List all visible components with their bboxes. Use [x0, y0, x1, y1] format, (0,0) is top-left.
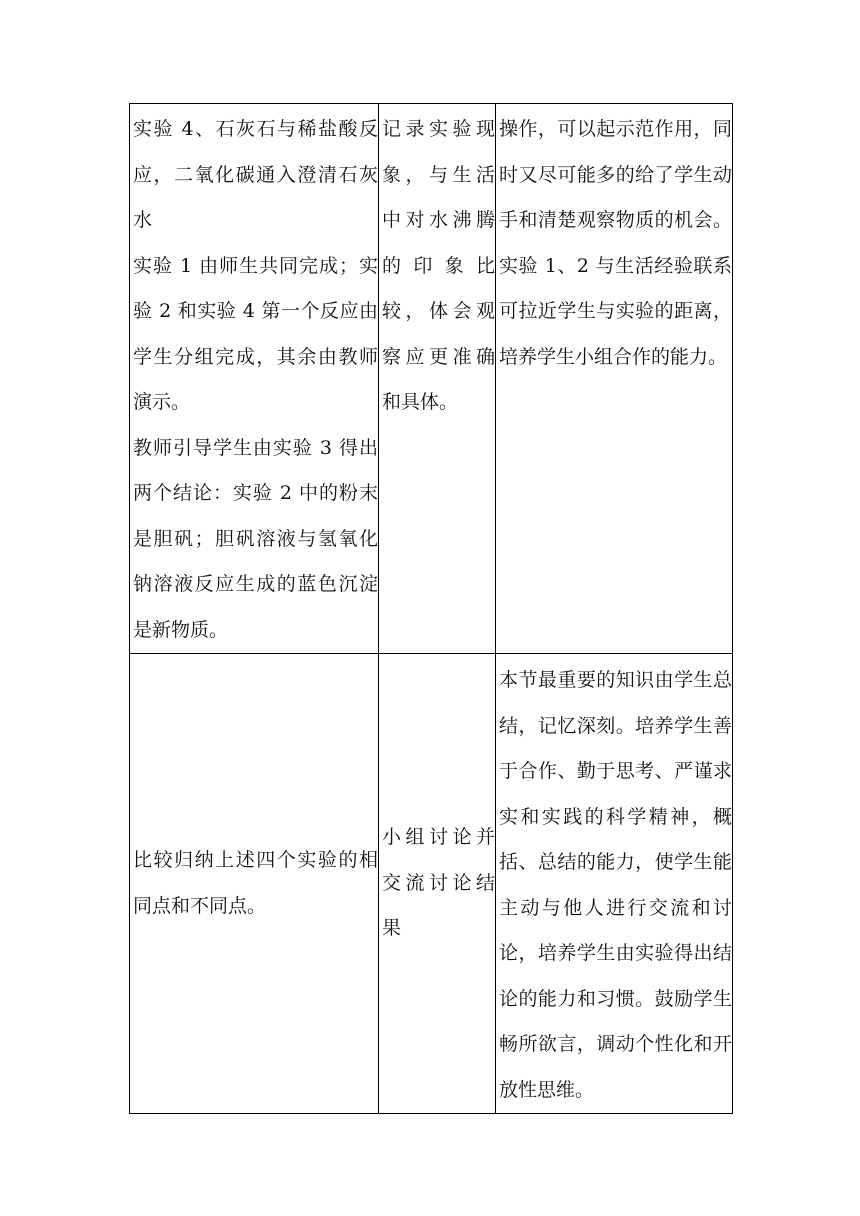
- design-intent-cell: 操作，可以起示范作用，同时又尽可能多的给了学生动手和清楚观察物质的机会。实验 1、2 与生活经验联系可拉近学生与实验的距离，培养学生小组合作的能力。: [496, 104, 733, 654]
- student-activity-cell: 记录实验现象，与生活中对水沸腾的印象比较，体会观察应更准确和具体。: [379, 104, 496, 654]
- table-row: [130, 654, 733, 1114]
- lesson-plan-table: [129, 103, 733, 1114]
- table-row: [130, 104, 733, 654]
- teacher-activity-cell: [130, 104, 379, 654]
- teacher-activity-cell: 比较归纳上述四个实验的相同点和不同点。: [130, 654, 379, 1114]
- student-activity-cell: 小组讨论并交流讨论结果: [379, 654, 496, 1114]
- cell-paragraph: 教师引导学生由实验 3 得出两个结论：实验 2 中的粉末是胆矾；胆矾溶液与氢氧化钠溶液反应生成的蓝色沉淀是新物质。: [133, 436, 378, 641]
- design-intent-cell: 本节最重要的知识由学生总结，记忆深刻。培养学生善于合作、勤于思考、严谨求实和实践的科学精神，概括、总结的能力，使学生能主动与他人进行交流和讨论，培养学生由实验得出结论的能力和习惯。鼓励学生畅所欲言，调动个性化和开放性思维。: [496, 654, 733, 1114]
- cell-paragraph: 实验 4、石灰石与稀盐酸反应，二氧化碳通入澄清石灰水: [133, 118, 378, 231]
- cell-paragraph: 实验 1 由师生共同完成；实验 2 和实验 4 第一个反应由学生分组完成，其余由教师演示。: [133, 254, 378, 413]
